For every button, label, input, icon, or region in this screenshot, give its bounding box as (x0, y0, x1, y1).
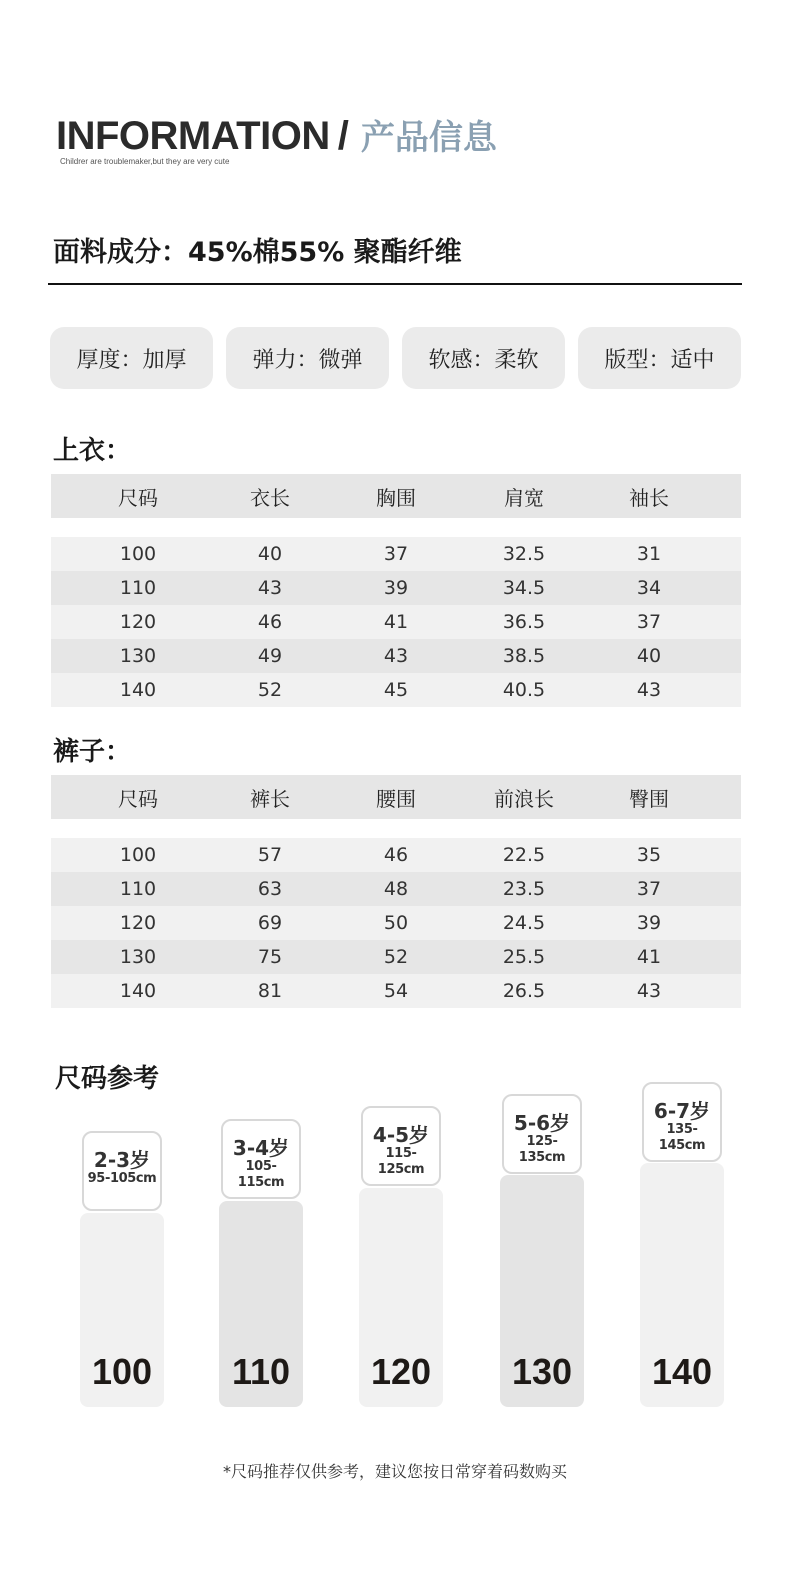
table-cell: 120 (119, 611, 157, 633)
table-cell: 57 (257, 844, 283, 866)
table-cell: 43 (257, 577, 283, 599)
age-text: 4-5岁 (372, 1123, 430, 1147)
age-text: 6-7岁 (653, 1099, 711, 1123)
table-cell: 46 (383, 844, 409, 866)
table-cell: 43 (383, 645, 409, 667)
table-cell: 49 (257, 645, 283, 667)
table-cell: 52 (257, 679, 283, 701)
table-row (51, 838, 741, 872)
attribute-elasticity: 弹力：微弹 (226, 327, 389, 389)
header-cell: 前浪长 (494, 786, 554, 811)
table-cell: 130 (119, 645, 157, 667)
table-cell: 81 (257, 980, 283, 1002)
top-section-title: 上衣： (53, 436, 132, 466)
table-cell: 36.5 (502, 611, 546, 633)
table-cell: 37 (383, 543, 409, 565)
size-bar-100 (80, 1213, 164, 1407)
size-number: 110 (231, 1351, 291, 1392)
header-cell: 袖长 (629, 485, 669, 510)
attribute-fit: 版型：适中 (578, 327, 741, 389)
table-cell: 120 (119, 912, 157, 934)
table-cell: 37 (636, 878, 662, 900)
table-cell: 39 (636, 912, 662, 934)
table-cell: 63 (257, 878, 283, 900)
table-row (51, 673, 741, 707)
table-cell: 31 (636, 543, 662, 565)
header-cell: 衣长 (250, 485, 290, 510)
divider (48, 283, 742, 285)
table-cell: 52 (383, 946, 409, 968)
table-cell: 24.5 (502, 912, 546, 934)
attribute-pills (50, 327, 741, 389)
age-text: 5-6岁 (513, 1111, 571, 1135)
attribute-softness: 软感：柔软 (402, 327, 565, 389)
table-cell: 26.5 (502, 980, 546, 1002)
table-body (51, 838, 741, 1008)
table-cell: 45 (383, 679, 409, 701)
title-cn: 产品信息 (360, 118, 497, 158)
header-cell: 尺码 (118, 786, 158, 811)
height-range-text: 125-135cm (518, 1134, 566, 1165)
table-row (51, 872, 741, 906)
height-range-text: 135-145cm (658, 1122, 706, 1153)
table-cell: 69 (257, 912, 283, 934)
age-text: 2-3岁 (93, 1148, 151, 1172)
header-cell: 尺码 (118, 485, 158, 510)
header-cell: 胸围 (376, 485, 416, 510)
attribute-thickness: 厚度：加厚 (50, 327, 213, 389)
age-label-4-5 (361, 1106, 441, 1186)
table-cell: 40 (636, 645, 662, 667)
size-number: 100 (91, 1351, 153, 1392)
table-cell: 43 (636, 980, 662, 1002)
fabric-composition: 面料成分：45%棉55% 聚酯纤维 (53, 237, 462, 268)
table-row (51, 906, 741, 940)
size-number: 120 (370, 1351, 432, 1392)
age-text: 3-4岁 (232, 1136, 290, 1160)
table-header (51, 775, 741, 819)
header-cell: 肩宽 (504, 485, 544, 510)
size-bar-130 (500, 1175, 584, 1407)
table-row (51, 974, 741, 1008)
size-disclaimer: *尺码推荐仅供参考，建议您按日常穿着码数购买 (222, 1462, 567, 1481)
size-number: 130 (511, 1351, 573, 1392)
table-cell: 41 (636, 946, 662, 968)
table-cell: 46 (257, 611, 283, 633)
title-row (56, 110, 497, 159)
table-cell: 50 (383, 912, 409, 934)
table-cell: 43 (636, 679, 662, 701)
header-cell: 裤长 (250, 786, 290, 811)
table-cell: 100 (119, 543, 157, 565)
pants-size-table (51, 775, 741, 1008)
header-cell: 臀围 (629, 786, 669, 811)
table-cell: 40 (257, 543, 283, 565)
table-row (51, 537, 741, 571)
table-cell: 140 (119, 679, 157, 701)
size-number: 140 (651, 1351, 713, 1392)
table-cell: 48 (383, 878, 409, 900)
height-range-text: 105-115cm (237, 1159, 285, 1190)
age-label-3-4 (221, 1119, 301, 1199)
table-cell: 110 (119, 577, 157, 599)
table-cell: 32.5 (502, 543, 546, 565)
title-en: INFORMATION (56, 114, 330, 158)
age-label-2-3 (82, 1131, 162, 1211)
size-reference-title: 尺码参考 (55, 1064, 160, 1094)
table-row (51, 571, 741, 605)
table-cell: 41 (383, 611, 409, 633)
table-cell: 110 (119, 878, 157, 900)
pants-section-title: 裤子： (53, 737, 132, 767)
table-cell: 130 (119, 946, 157, 968)
table-cell: 37 (636, 611, 662, 633)
size-bar-110 (219, 1201, 303, 1407)
header-cell: 腰围 (376, 786, 416, 811)
table-cell: 22.5 (502, 844, 546, 866)
table-cell: 34.5 (502, 577, 546, 599)
age-label-5-6 (502, 1094, 582, 1174)
table-cell: 75 (257, 946, 283, 968)
table-cell: 39 (383, 577, 409, 599)
table-row (51, 639, 741, 673)
height-range-text: 115-125cm (377, 1146, 425, 1177)
table-cell: 100 (119, 844, 157, 866)
table-cell: 23.5 (502, 878, 546, 900)
table-row (51, 605, 741, 639)
table-cell: 25.5 (502, 946, 546, 968)
size-bar-140 (640, 1163, 724, 1407)
size-bar-120 (359, 1188, 443, 1407)
table-cell: 140 (119, 980, 157, 1002)
age-label-6-7 (642, 1082, 722, 1162)
table-cell: 38.5 (502, 645, 546, 667)
table-header (51, 474, 741, 518)
table-row (51, 940, 741, 974)
table-cell: 34 (636, 577, 662, 599)
tagline: Childrer are troublemaker,but they are very cute (60, 157, 230, 166)
table-cell: 40.5 (502, 679, 546, 701)
table-cell: 54 (383, 980, 409, 1002)
top-size-table (51, 474, 741, 707)
table-body (51, 537, 741, 707)
height-range-text: 95-105cm (87, 1171, 157, 1186)
title-slash: / (337, 114, 349, 158)
table-cell: 35 (636, 844, 662, 866)
